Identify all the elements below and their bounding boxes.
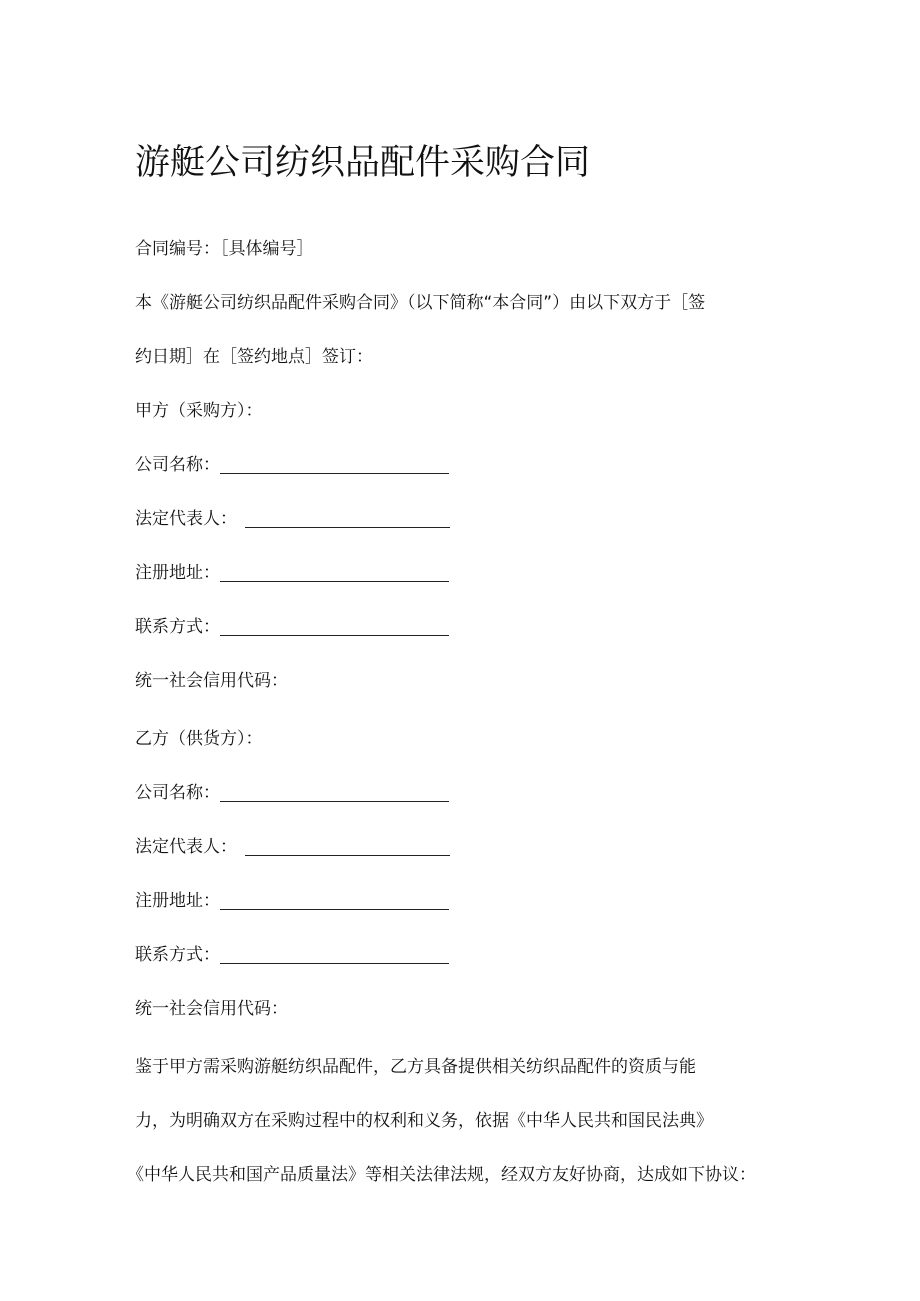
party-a-legal-rep-label: 法定代表人：: [135, 509, 237, 529]
party-a-company-name-label: 公司名称：: [135, 455, 220, 475]
party-a-address-blank[interactable]: [220, 563, 449, 582]
party-b-address-blank[interactable]: [220, 891, 449, 910]
party-a-address-field: [135, 561, 449, 585]
party-b-legal-rep-label: 法定代表人：: [135, 837, 237, 857]
whereas-line-1: 鉴于甲方需采购游艇纺织品配件，乙方具备提供相关纺织品配件的资质与能: [135, 1057, 696, 1077]
party-a-contact-blank[interactable]: [220, 617, 449, 636]
party-a-credit-code-label: 统一社会信用代码：: [135, 671, 288, 691]
party-a-contact-label: 联系方式：: [135, 617, 220, 637]
party-b-heading: 乙方（供货方）：: [135, 729, 263, 749]
party-a-legal-rep-field: [135, 507, 450, 531]
party-b-company-name-blank[interactable]: [220, 783, 449, 802]
party-a-legal-rep-blank[interactable]: [245, 509, 450, 528]
party-a-address-label: 注册地址：: [135, 563, 220, 583]
party-b-legal-rep-field: [135, 835, 450, 859]
party-b-legal-rep-blank[interactable]: [245, 837, 450, 856]
intro-line-1: 本《游艇公司纺织品配件采购合同》（以下简称“本合同”）由以下双方于［签: [135, 293, 706, 313]
party-a-company-name-field: [135, 453, 449, 477]
party-a-company-name-blank[interactable]: [220, 455, 449, 474]
party-b-contact-field: [135, 943, 449, 967]
intro-line-2: 约日期］在［签约地点］签订：: [135, 347, 373, 367]
whereas-line-3: 《中华人民共和国产品质量法》等相关法律法规，经双方友好协商，达成如下协议：: [127, 1165, 756, 1185]
party-b-company-name-field: [135, 781, 449, 805]
party-b-company-name-label: 公司名称：: [135, 783, 220, 803]
party-b-contact-label: 联系方式：: [135, 945, 220, 965]
document-title: 游艇公司纺织品配件采购合同: [135, 143, 591, 183]
party-b-address-field: [135, 889, 449, 913]
party-a-heading: 甲方（采购方）：: [135, 401, 263, 421]
party-a-contact-field: [135, 615, 449, 639]
party-b-contact-blank[interactable]: [220, 945, 449, 964]
whereas-line-2: 力，为明确双方在采购过程中的权利和义务，依据《中华人民共和国民法典》: [135, 1111, 713, 1131]
party-b-credit-code-label: 统一社会信用代码：: [135, 999, 288, 1019]
contract-number: 合同编号：［具体编号］: [135, 239, 314, 259]
party-b-address-label: 注册地址：: [135, 891, 220, 911]
